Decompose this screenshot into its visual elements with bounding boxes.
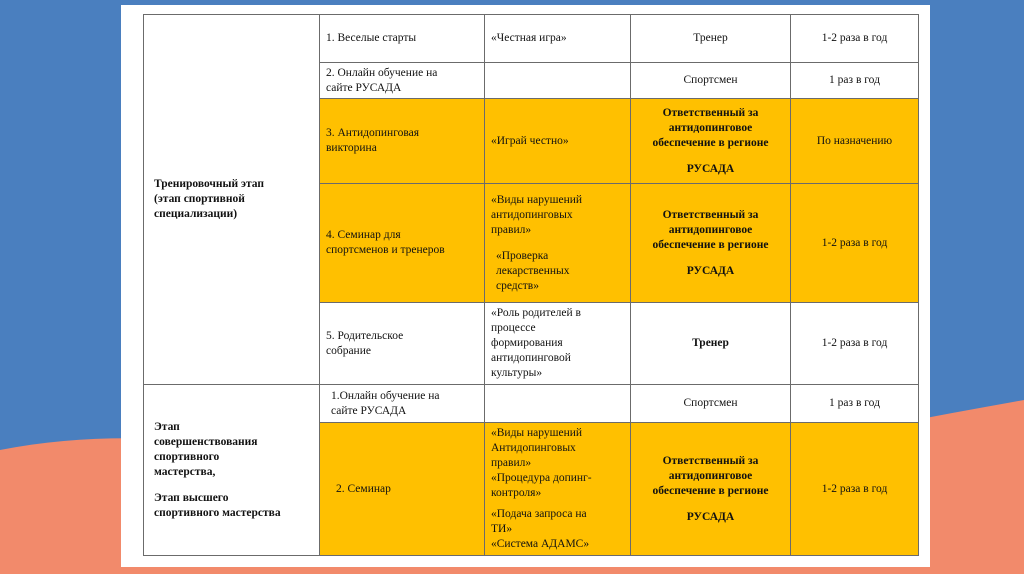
event-cell bbox=[320, 63, 485, 99]
responsible-cell: Спортсмен bbox=[631, 63, 791, 99]
event-line: 1.Онлайн обучение на bbox=[331, 389, 440, 402]
table-row bbox=[144, 385, 919, 423]
stage-improvement-line: Этап высшего bbox=[154, 491, 229, 504]
responsible-line: РУСАДА bbox=[686, 162, 735, 175]
responsible-line: РУСАДА bbox=[686, 510, 735, 523]
program-line: Антидопинговых bbox=[491, 442, 576, 454]
stage-training-line: (этап спортивной bbox=[154, 193, 245, 205]
program-cell bbox=[485, 63, 631, 99]
frequency-cell: 1-2 раза в год bbox=[791, 184, 919, 303]
stage-improvement-line: спортивного мастерства bbox=[154, 506, 281, 519]
program-line: антидопинговой bbox=[491, 352, 571, 364]
event-cell bbox=[320, 303, 485, 385]
stage-training-line: Тренировочный этап bbox=[154, 178, 265, 190]
program-cell: «Честная игра» bbox=[485, 15, 631, 63]
frequency-cell: 1-2 раза в год bbox=[791, 423, 919, 556]
program-line: «Система АДАМС» bbox=[491, 538, 590, 550]
program-cell: «Играй честно» bbox=[485, 99, 631, 184]
responsible-line: антидопинговое bbox=[668, 223, 753, 236]
program-line: лекарственных bbox=[496, 264, 570, 277]
responsible-line: Ответственный за bbox=[662, 208, 759, 221]
event-cell bbox=[320, 385, 485, 423]
event-line: викторина bbox=[326, 142, 377, 154]
frequency-cell: По назначению bbox=[791, 99, 919, 184]
program-line: культуры» bbox=[491, 367, 543, 379]
table-row bbox=[144, 15, 919, 63]
responsible-line: Ответственный за bbox=[662, 106, 759, 119]
program-cell bbox=[485, 184, 631, 303]
program-line: «Виды нарушений bbox=[491, 193, 583, 206]
event-cell bbox=[320, 99, 485, 184]
responsible-line: обеспечение в регионе bbox=[652, 484, 769, 497]
event-line: 5. Родительское bbox=[326, 329, 404, 342]
antidoping-plan-table bbox=[143, 14, 919, 556]
program-line: процессе bbox=[491, 322, 536, 334]
frequency-cell: 1-2 раза в год bbox=[791, 15, 919, 63]
responsible-line: Ответственный за bbox=[662, 454, 759, 467]
program-line: ТИ» bbox=[491, 523, 513, 535]
event-line: 4. Семинар для bbox=[326, 229, 401, 241]
responsible-cell: Спортсмен bbox=[631, 385, 791, 423]
responsible-line: РУСАДА bbox=[686, 264, 735, 277]
event-line: собрание bbox=[326, 344, 371, 357]
program-cell bbox=[485, 423, 631, 556]
program-line: «Виды нарушений bbox=[491, 427, 583, 439]
responsible-line: антидопинговое bbox=[668, 469, 753, 482]
event-cell bbox=[320, 184, 485, 303]
stage-training-cell bbox=[144, 15, 320, 385]
stage-improvement-line: спортивного bbox=[154, 450, 220, 463]
event-line: 3. Антидопинговая bbox=[326, 127, 420, 139]
frequency-cell: 1 раз в год bbox=[791, 63, 919, 99]
event-cell: 2. Семинар bbox=[320, 423, 485, 556]
frequency-cell: 1-2 раза в год bbox=[791, 303, 919, 385]
event-line: сайте РУСАДА bbox=[326, 81, 402, 94]
stage-improvement-line: совершенствования bbox=[154, 435, 258, 448]
event-cell: 1. Веселые старты bbox=[320, 15, 485, 63]
stage-training-line: специализации) bbox=[154, 208, 238, 220]
responsible-cell bbox=[631, 423, 791, 556]
program-cell bbox=[485, 385, 631, 423]
program-line: «Роль родителей в bbox=[491, 307, 581, 319]
responsible-cell bbox=[631, 99, 791, 184]
responsible-line: обеспечение в регионе bbox=[652, 238, 769, 251]
program-line: правил» bbox=[491, 457, 532, 469]
program-line: правил» bbox=[491, 223, 532, 236]
program-line: средств» bbox=[496, 279, 539, 292]
program-cell bbox=[485, 303, 631, 385]
program-line: антидопинговых bbox=[491, 208, 573, 221]
program-line: «Проверка bbox=[496, 249, 549, 262]
stage-improvement-line: Этап bbox=[154, 420, 180, 433]
program-line: «Процедура допинг- bbox=[491, 472, 592, 484]
event-line: сайте РУСАДА bbox=[331, 404, 407, 417]
responsible-line: антидопинговое bbox=[668, 121, 753, 134]
program-line: формирования bbox=[491, 337, 563, 349]
stage-improvement-cell bbox=[144, 385, 320, 556]
responsible-line: обеспечение в регионе bbox=[652, 136, 769, 149]
frequency-cell: 1 раз в год bbox=[791, 385, 919, 423]
responsible-cell bbox=[631, 184, 791, 303]
program-line: контроля» bbox=[491, 487, 542, 499]
responsible-cell: Тренер bbox=[631, 15, 791, 63]
stage-improvement-line: мастерства, bbox=[154, 465, 216, 478]
responsible-cell: Тренер bbox=[631, 303, 791, 385]
event-line: спортсменов и тренеров bbox=[326, 244, 445, 256]
event-line: 2. Онлайн обучение на bbox=[326, 66, 438, 79]
program-line: «Подача запроса на bbox=[491, 508, 587, 520]
